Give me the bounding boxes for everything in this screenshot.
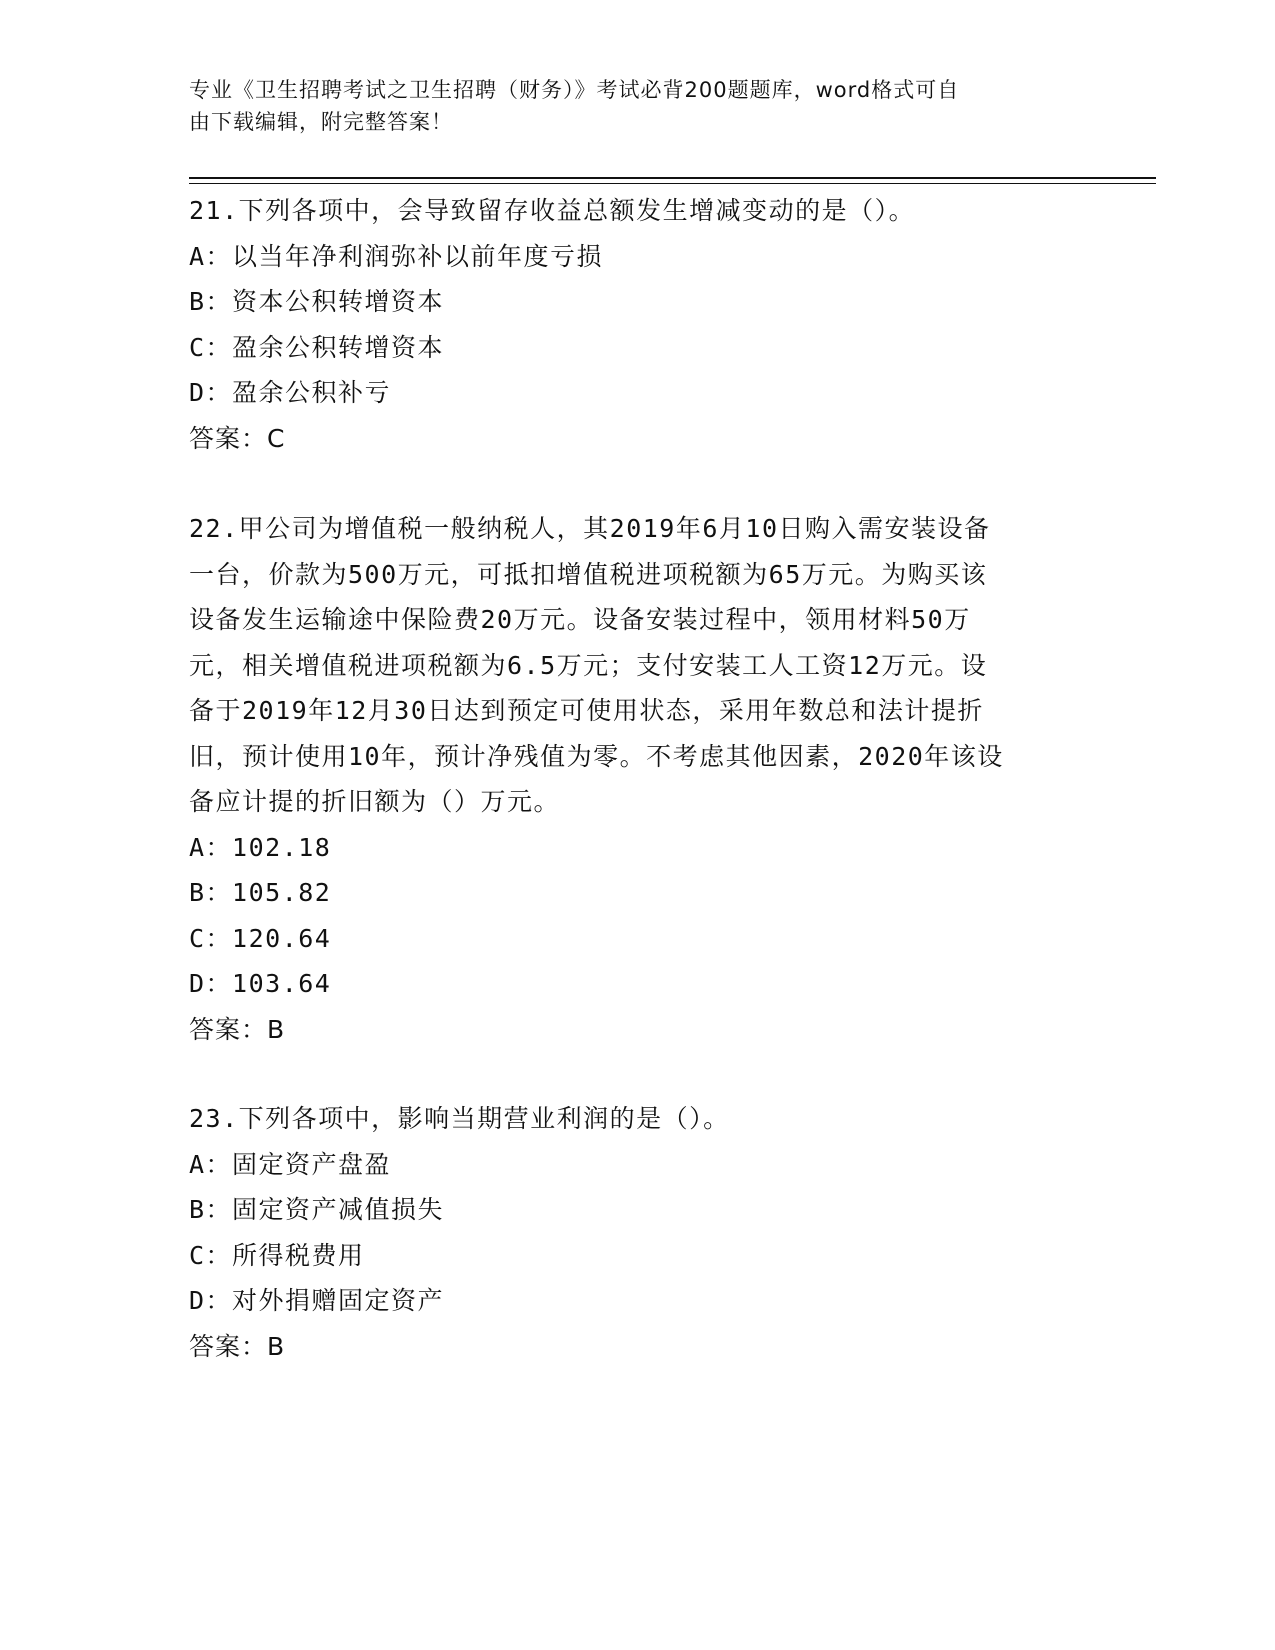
- question-22: [189, 506, 1089, 1052]
- option-d: D：对外捐赠固定资产: [189, 1286, 445, 1315]
- answer-label: 答案：B: [189, 1014, 286, 1044]
- question-stem-line: 旧，预计使用10年，预计净残值为零。不考虑其他因素，2020年该设: [189, 741, 1004, 771]
- question-stem-line: 21.下列各项中，会导致留存收益总额发生增减变动的是（）。: [189, 196, 916, 225]
- question-23: [189, 1096, 1089, 1369]
- option-b: B：固定资产减值损失: [189, 1195, 445, 1224]
- answer-label: 答案：B: [189, 1331, 286, 1361]
- option-b: B：105.82: [189, 878, 332, 907]
- option-d: D：盈余公积补亏: [189, 378, 392, 407]
- document-header: [189, 74, 1069, 138]
- question-stem-line: 设备发生运输途中保险费20万元。设备安装过程中，领用材料50万: [189, 605, 971, 634]
- option-c: C：所得税费用: [189, 1240, 365, 1270]
- question-stem-line: 22.甲公司为增值税一般纳税人，其2019年6月10日购入需安装设备: [189, 514, 991, 543]
- header-divider-thick: [189, 177, 1156, 179]
- question-stem-line: 备应计提的折旧额为（）万元。: [189, 787, 561, 816]
- question-stem-line: 一台，价款为500万元，可抵扣增值税进项税额为65万元。为购买该: [189, 559, 988, 589]
- option-d: D：103.64: [189, 969, 332, 998]
- option-a: A：固定资产盘盈: [189, 1149, 392, 1179]
- option-a: A：102.18: [189, 832, 332, 862]
- header-line-1: 专业《卫生招聘考试之卫生招聘（财务）》考试必背200题题库，word格式可自: [189, 78, 960, 102]
- option-a: A：以当年净利润弥补以前年度亏损: [189, 241, 604, 271]
- question-stem-line: 元，相关增值税进项税额为6.5万元；支付安装工人工资12万元。设: [189, 650, 988, 680]
- option-c: C：120.64: [189, 923, 332, 953]
- answer-label: 答案：C: [189, 423, 286, 453]
- question-stem-line: 备于2019年12月30日达到预定可使用状态，采用年数总和法计提折: [189, 696, 984, 725]
- header-line-2: 由下载编辑，附完整答案！: [189, 110, 453, 134]
- option-b: B：资本公积转增资本: [189, 287, 445, 316]
- question-stem-line: 23.下列各项中，影响当期营业利润的是（）。: [189, 1104, 730, 1133]
- header-divider-thin: [189, 183, 1156, 184]
- option-c: C：盈余公积转增资本: [189, 332, 445, 362]
- question-21: [189, 188, 1089, 461]
